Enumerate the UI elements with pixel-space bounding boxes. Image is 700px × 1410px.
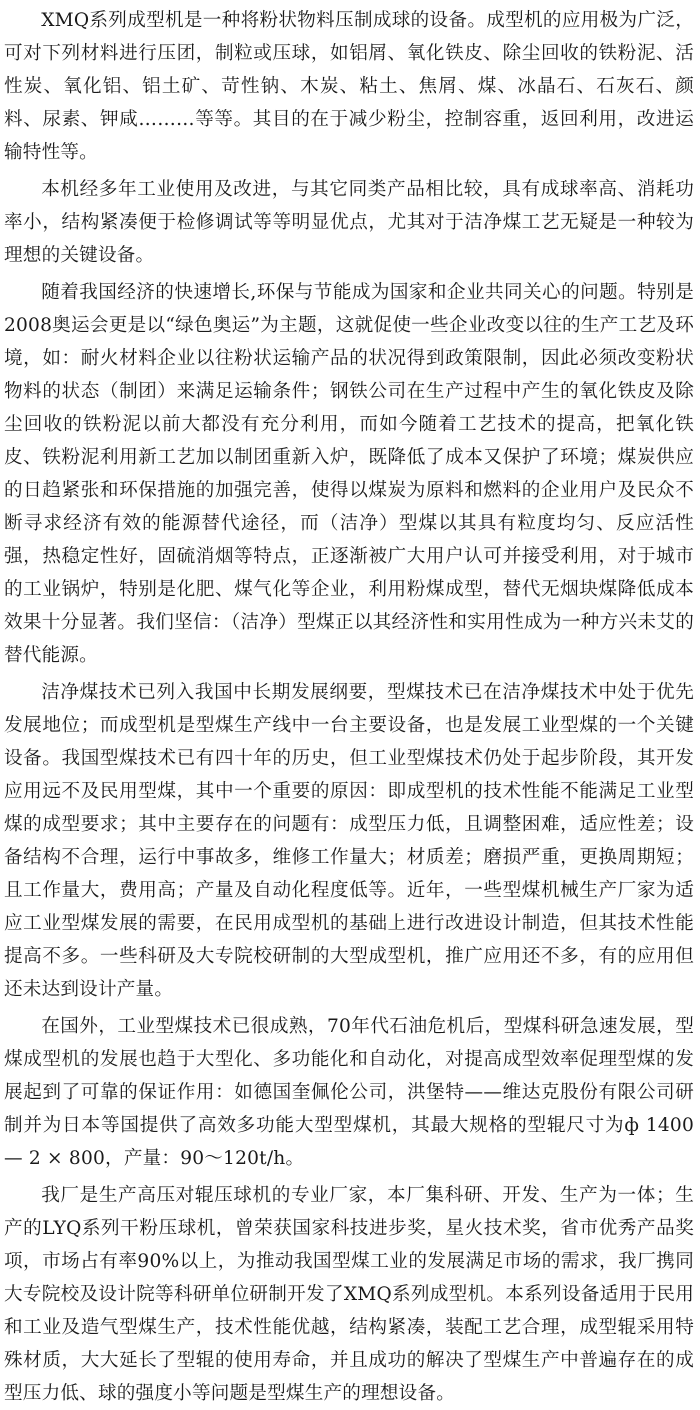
paragraph-advantages: 本机经多年工业使用及改进，与其它同类产品相比较，具有成球率高、消耗功率小，结构紧凑便于检修调试等等明显优点，尤其对于洁净煤工艺无疑是一种较为理想的关键设备。: [4, 179, 694, 266]
paragraph-domestic-status: 洁净煤技术已列入我国中长期发展纲要，型煤技术已在洁净煤技术中处于优先发展地位；而成型机是型煤生产线中一台主要设备，也是发展工业型煤的一个关键设备。我国型煤技术已有四十年的历史，但工业型煤技术仍处于起步阶段，其开发应用远不及民用型煤，其中一个重要的原因：即成型机的技术性能不能满足工业型煤的成型要求；其中主要存在的问题有：成型压力低，且调整困难，适应性差；设备结构不合理，运行中事故多，维修工作量大；材质差；磨损严重，更换周期短；且工作量大，费用高；产量及自动化程度低等。近年，一些型煤机械生产厂家为适应工业型煤发展的需要，在民用成型机的基础上进行改进设计制造，但其技术性能提高不多。一些科研及大专院校研制的大型成型机，推广应用还不多，有的应用但还未达到设计产量。: [4, 682, 694, 1000]
paragraph-intro: XMQ系列成型机是一种将粉状物料压制成球的设备。成型机的应用极为广泛，可对下列材料进行压团，制粒或压球，如铝屑、氧化铁皮、除尘回收的铁粉泥、活性炭、氧化铝、铝土矿、苛性钠、木炭、粘土、焦屑、煤、冰晶石、石灰石、颜料、尿素、钾咸………等等。其目的在于减少粉尘，控制容重，返回利用，改进运输特性等。: [4, 10, 694, 163]
paragraph-foreign-status: 在国外，工业型煤技术已很成熟，70年代石油危机后，型煤科研急速发展，型煤成型机的发展也趋于大型化、多功能化和自动化，对提高成型效率促理型煤的发展起到了可靠的保证作用：如德国奎佩伦公司，洪堡特——维达克股份有限公司研制并为日本等国提供了高效多功能大型型煤机，其最大规格的型辊尺寸为ф 1400 — 2 × 800，产量：90～120t/h。: [4, 1016, 694, 1169]
paragraph-company: 我厂是生产高压对辊压球机的专业厂家，本厂集科研、开发、生产为一体；生产的LYQ系列干粉压球机，曾荣获国家科技进步奖，星火技术奖，省市优秀产品奖项，市场占有率90%以上，为推动我国型煤工业的发展满足市场的需求，我厂携同大专院校及设计院等科研单位研制开发了XMQ系列成型机。本系列设备适用于民用和工业及造气型煤生产，技术性能优越，结构紧凑，装配工艺合理，成型辊采用特殊材质，大大延长了型辊的使用寿命，并且成功的解决了型煤生产中普遍存在的成型压力低、球的强度小等问题是型煤生产的理想设备。: [4, 1185, 694, 1404]
paragraph-background: 随着我国经济的快速增长,环保与节能成为国家和企业共同关心的问题。特别是2008奥运会更是以“绿色奥运”为主题，这就促使一些企业改变以往的生产工艺及环境，如：耐火材料企业以往粉状运输产品的状况得到政策限制，因此必须改变粉状物料的状态（制团）来满足运输条件；钢铁公司在生产过程中产生的氧化铁皮及除尘回收的铁粉泥以前大都没有充分利用，而如今随着工艺技术的提高，把氧化铁皮、铁粉泥利用新工艺加以制团重新入炉，既降低了成本又保护了环境；煤炭供应的日趋紧张和环保措施的加强完善，使得以煤炭为原料和燃料的企业用户及民众不断寻求经济有效的能源替代途径，而（洁净）型煤以其具有粒度均匀、反应活性强，热稳定性好，固硫消烟等特点，正逐渐被广大用户认可并接受利用，对于城市的工业锅炉，特别是化肥、煤气化等企业，利用粉煤成型，替代无烟块煤降低成本效果十分显著。我们坚信：（洁净）型煤正以其经济性和实用性成为一种方兴未艾的替代能源。: [4, 282, 694, 666]
